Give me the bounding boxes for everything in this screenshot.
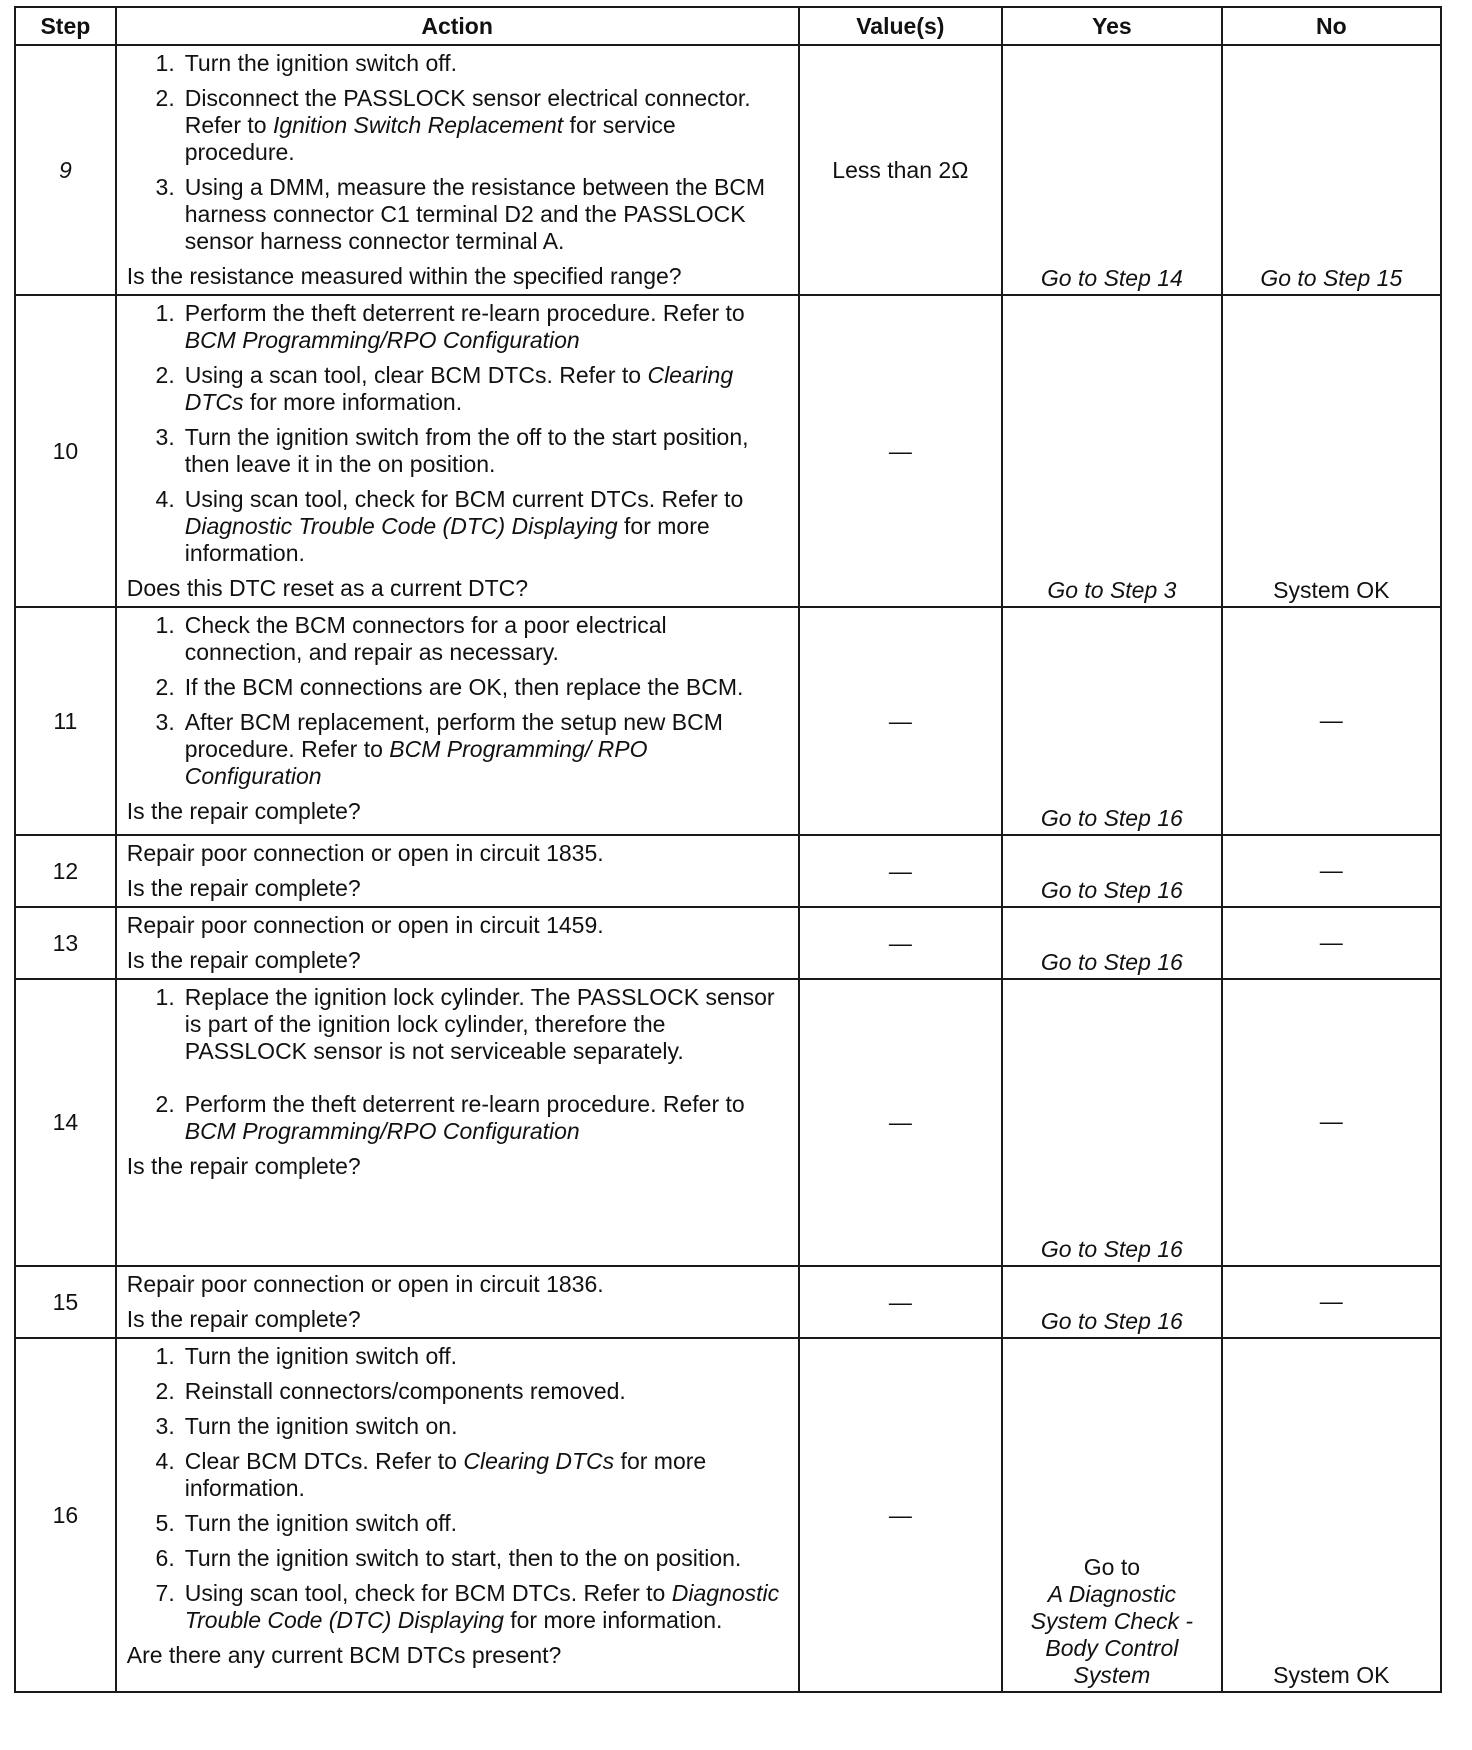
step-number: 14 (15, 979, 116, 1266)
action-text: Replace the ignition lock cylinder. The PASSLOCK sensor is part of the ignition lock cylinder, therefore the PASSLOCK sensor is not serviceable separately. (184, 984, 775, 1064)
action-step-text (185, 674, 790, 701)
action-text: Turn the ignition switch on. (184, 1413, 458, 1439)
value-cell: — (799, 1266, 1003, 1338)
action-step-number: 4. (155, 1448, 175, 1474)
action-step-number: 1. (155, 50, 175, 76)
action-text: for more information. (184, 513, 710, 566)
action-text: Repair poor connection or open in circuit 1836. (126, 1271, 604, 1297)
action-text: Repair poor connection or open in circuit 1459. (126, 912, 604, 938)
action-question: Does this DTC reset as a current DTC? (126, 575, 529, 601)
action-text: Check the BCM connectors for a poor electrical connection, and repair as necessary. (184, 612, 667, 665)
table-row (15, 979, 1441, 1266)
action-step (127, 1580, 790, 1634)
reference-link: Clearing DTCs (184, 362, 734, 415)
action-step-number: 3. (155, 1413, 175, 1439)
yes-cell (1002, 1266, 1221, 1338)
table-row (15, 45, 1441, 295)
action-cell (116, 607, 799, 835)
reference-link: Diagnostic Trouble Code (DTC) Displaying (184, 1580, 780, 1633)
action-step (127, 85, 790, 166)
action-step-text (185, 174, 790, 255)
action-step-text (185, 1510, 790, 1537)
table-row (15, 835, 1441, 907)
action-question: Are there any current BCM DTCs present? (126, 1642, 562, 1668)
action-text: Disconnect the PASSLOCK sensor electrical connector. Refer to (184, 85, 751, 138)
yes-link: Go to Step 3 (1047, 577, 1177, 603)
reference-link: BCM Programming/ RPO Configuration (184, 736, 648, 789)
yes-cell (1002, 295, 1221, 607)
no-cell: — (1222, 979, 1441, 1266)
action-cell (116, 1266, 799, 1338)
action-step-text (185, 1413, 790, 1440)
yes-text: Go to (1083, 1554, 1141, 1580)
action-text: for more information. (243, 389, 463, 415)
action-step (127, 1343, 790, 1370)
action-step-number: 3. (155, 709, 175, 735)
action-step-text (185, 362, 790, 416)
no-cell: System OK (1222, 1338, 1441, 1692)
action-question: Is the repair complete? (126, 798, 361, 824)
table-row (15, 1266, 1441, 1338)
action-step-text (185, 486, 790, 567)
header-action: Action (116, 7, 799, 45)
step-number: 10 (15, 295, 116, 607)
table-row (15, 607, 1441, 835)
reference-link: Clearing DTCs (463, 1448, 615, 1474)
action-step-number: 6. (155, 1545, 175, 1571)
action-step-text (185, 1448, 790, 1502)
step-number: 16 (15, 1338, 116, 1692)
yes-link: Go to Step 16 (1040, 805, 1183, 831)
action-steps-list (127, 1343, 790, 1634)
action-step (127, 174, 790, 255)
step-number: 12 (15, 835, 116, 907)
no-cell: — (1222, 1266, 1441, 1338)
action-text: for more information. (184, 1448, 707, 1501)
table-body (15, 45, 1441, 1692)
yes-cell (1002, 607, 1221, 835)
action-text: Turn the ignition switch off. (184, 1510, 458, 1536)
action-cell (116, 295, 799, 607)
action-step (127, 1378, 790, 1405)
step-number: 13 (15, 907, 116, 979)
action-step (127, 486, 790, 567)
yes-link: A Diagnostic System Check - Body Control System (1030, 1581, 1194, 1688)
value-cell: — (799, 979, 1003, 1266)
yes-cell (1002, 1338, 1221, 1692)
action-cell (116, 979, 799, 1266)
yes-link: Go to Step 16 (1040, 877, 1183, 903)
action-text: Turn the ignition switch to start, then to the on position. (184, 1545, 742, 1571)
table-row (15, 295, 1441, 607)
action-steps-list (127, 612, 790, 790)
action-text: After BCM replacement, perform the setup new BCM procedure. Refer to (184, 709, 723, 762)
action-step-number: 1. (155, 300, 175, 326)
action-step-number: 3. (155, 174, 175, 200)
action-question: Is the repair complete? (126, 947, 361, 973)
action-text: Using scan tool, check for BCM DTCs. Refer to (184, 1580, 672, 1606)
action-text: Repair poor connection or open in circuit 1835. (126, 840, 604, 866)
no-cell: System OK (1222, 295, 1441, 607)
action-question: Is the resistance measured within the specified range? (126, 263, 682, 289)
action-text: Using a scan tool, clear BCM DTCs. Refer to (184, 362, 648, 388)
action-step-text (185, 85, 790, 166)
value-cell: — (799, 835, 1003, 907)
action-text: for more information. (503, 1607, 723, 1633)
no-cell: — (1222, 607, 1441, 835)
reference-link: Ignition Switch Replacement (272, 112, 564, 138)
action-cell (116, 45, 799, 295)
action-step (127, 709, 790, 790)
value-cell: — (799, 295, 1003, 607)
action-steps-list (127, 50, 790, 255)
action-step-text (185, 1091, 790, 1145)
yes-link: Go to Step 16 (1040, 1308, 1183, 1334)
action-step-number: 5. (155, 1510, 175, 1536)
action-step-text (185, 612, 790, 666)
action-step-text (185, 50, 790, 77)
table-row (15, 907, 1441, 979)
action-text: Reinstall connectors/components removed. (184, 1378, 626, 1404)
action-cell (116, 907, 799, 979)
action-steps-list (127, 300, 790, 567)
action-step-number: 1. (155, 1343, 175, 1369)
action-step-number: 2. (155, 674, 175, 700)
action-text: Perform the theft deterrent re-learn procedure. Refer to (184, 1091, 745, 1117)
yes-link: Go to Step 16 (1040, 949, 1183, 975)
action-text: Turn the ignition switch off. (184, 1343, 458, 1369)
action-step-text (185, 1343, 790, 1370)
yes-cell (1002, 907, 1221, 979)
step-number: 11 (15, 607, 116, 835)
action-step-number: 1. (155, 984, 175, 1010)
action-step-number: 2. (155, 362, 175, 388)
yes-link: Go to Step 16 (1040, 1236, 1183, 1262)
action-step-text (185, 984, 790, 1065)
no-cell: — (1222, 835, 1441, 907)
action-text: Turn the ignition switch from the off to the start position, then leave it in the on position. (184, 424, 749, 477)
action-step (127, 984, 790, 1065)
action-text: Clear BCM DTCs. Refer to (184, 1448, 464, 1474)
action-step (127, 362, 790, 416)
action-step (127, 300, 790, 354)
value-cell: — (799, 907, 1003, 979)
value-cell: — (799, 1338, 1003, 1692)
action-step-number: 7. (155, 1580, 175, 1606)
action-step-text (185, 1580, 790, 1634)
reference-link: Diagnostic Trouble Code (DTC) Displaying (184, 513, 618, 539)
action-text: Using a DMM, measure the resistance between the BCM harness connector C1 terminal D2 and the PASSLOCK sensor harness connector terminal A. (184, 174, 766, 254)
action-step (127, 1545, 790, 1572)
step-number: 9 (15, 45, 116, 295)
step-number: 15 (15, 1266, 116, 1338)
action-question: Is the repair complete? (126, 1153, 361, 1179)
yes-cell (1002, 45, 1221, 295)
action-step-number: 3. (155, 424, 175, 450)
action-step-number: 4. (155, 486, 175, 512)
yes-cell (1002, 835, 1221, 907)
action-steps-list (127, 984, 790, 1145)
value-cell: Less than 2Ω (799, 45, 1003, 295)
header-yes: Yes (1002, 7, 1221, 45)
yes-link: Go to Step 14 (1040, 265, 1183, 291)
action-step-number: 1. (155, 612, 175, 638)
action-step-text (185, 1378, 790, 1405)
action-step (127, 424, 790, 478)
action-step-number: 2. (155, 1091, 175, 1117)
no-cell: — (1222, 907, 1441, 979)
action-step (127, 50, 790, 77)
action-step (127, 1413, 790, 1440)
header-row (15, 7, 1441, 45)
action-step (127, 1510, 790, 1537)
action-step-number: 2. (155, 1378, 175, 1404)
header-no: No (1222, 7, 1441, 45)
action-step-text (185, 424, 790, 478)
action-step-text (185, 709, 790, 790)
action-text: Turn the ignition switch off. (184, 50, 458, 76)
action-step (127, 612, 790, 666)
action-text: Using scan tool, check for BCM current DTCs. Refer to (184, 486, 744, 512)
action-cell (116, 1338, 799, 1692)
diagnostic-table (14, 6, 1442, 1693)
action-step-text (185, 1545, 790, 1572)
action-step-text (185, 300, 790, 354)
header-step: Step (15, 7, 116, 45)
action-step (127, 1448, 790, 1502)
action-text: for service procedure. (184, 112, 676, 165)
action-text: Perform the theft deterrent re-learn procedure. Refer to (184, 300, 745, 326)
action-text: If the BCM connections are OK, then replace the BCM. (184, 674, 744, 700)
action-question: Is the repair complete? (126, 1306, 361, 1332)
reference-link: BCM Programming/RPO Configuration (184, 1118, 580, 1144)
reference-link: BCM Programming/RPO Configuration (184, 327, 580, 353)
action-cell (116, 835, 799, 907)
yes-cell (1002, 979, 1221, 1266)
value-cell: — (799, 607, 1003, 835)
no-cell: Go to Step 15 (1222, 45, 1441, 295)
header-values: Value(s) (799, 7, 1003, 45)
action-step-number: 2. (155, 85, 175, 111)
action-step (127, 1091, 790, 1145)
action-question: Is the repair complete? (126, 875, 361, 901)
table-row (15, 1338, 1441, 1692)
action-step (127, 674, 790, 701)
